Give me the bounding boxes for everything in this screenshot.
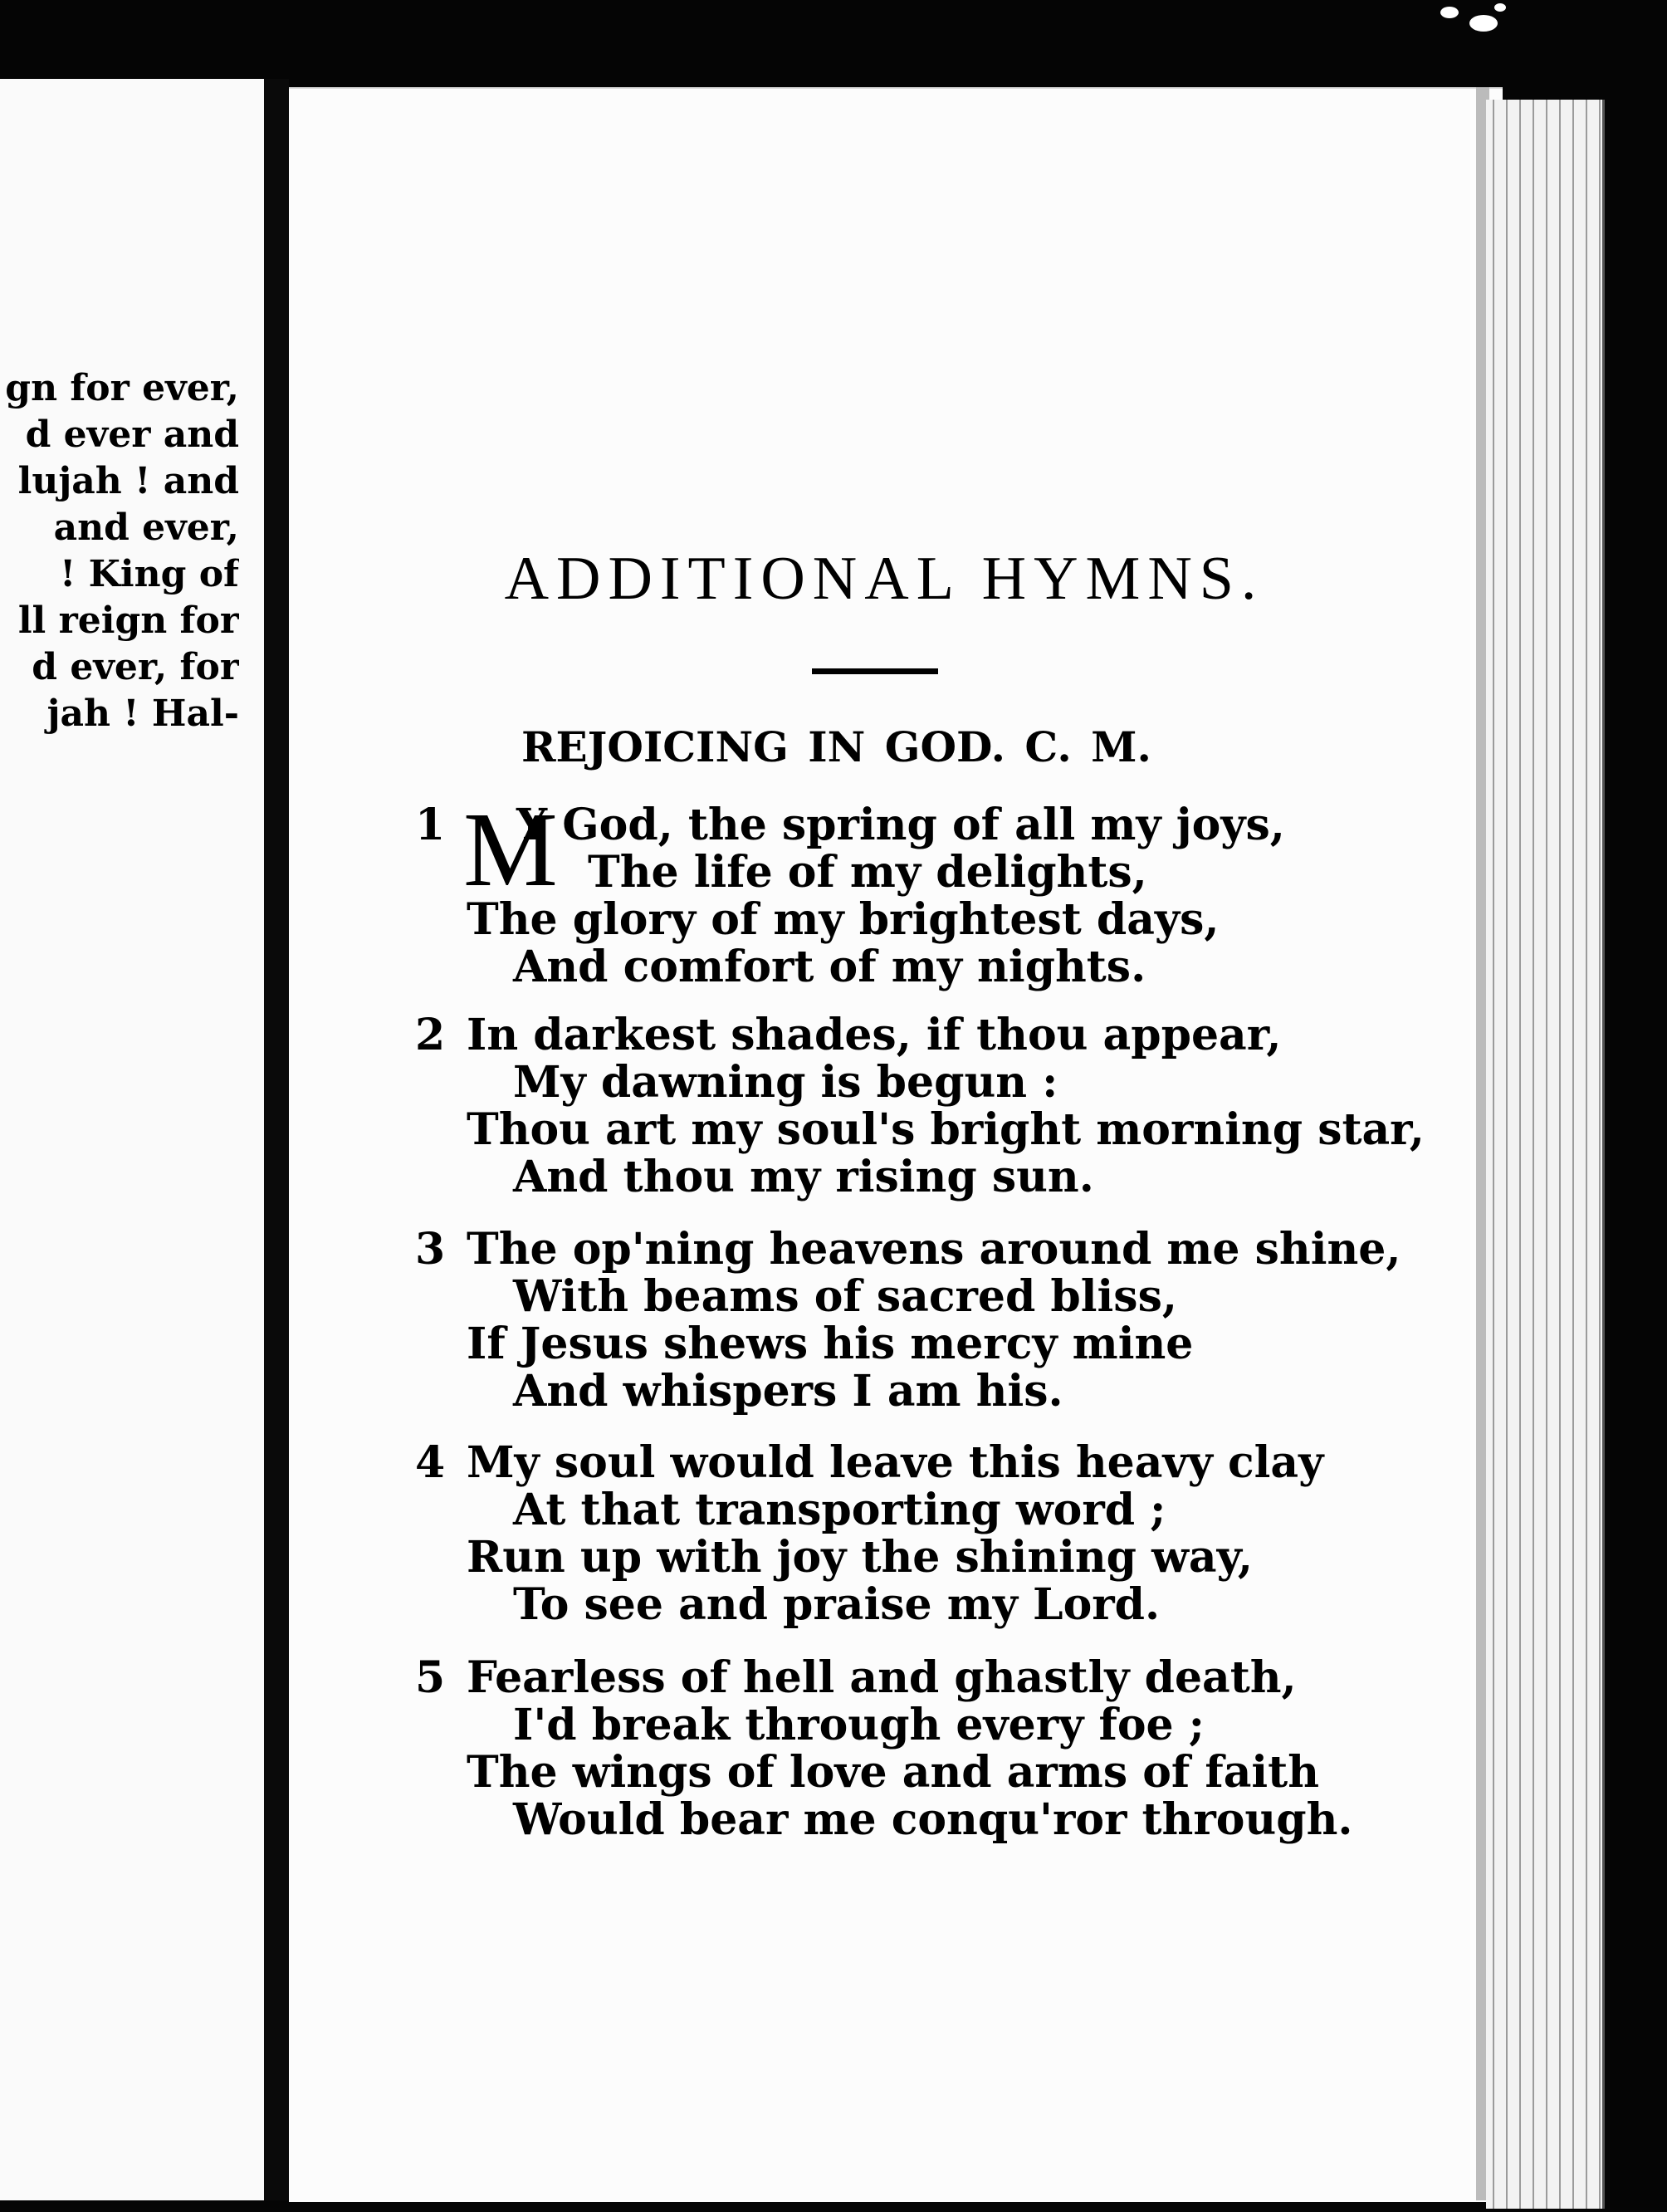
left-page-line: and ever, [53, 507, 239, 549]
scan-speck [1494, 3, 1506, 12]
verse-line: With beams of sacred bliss, [513, 1271, 1177, 1322]
left-page-line: ll reign for [17, 599, 239, 642]
verse-line: The wings of love and arms of faith [467, 1747, 1319, 1798]
verse-line: I'd break through every foe ; [513, 1700, 1205, 1750]
verse-5 [415, 1654, 1411, 1843]
left-page-line: gn for ever, [5, 367, 239, 409]
scan-speck [1440, 7, 1459, 18]
verse-line: And thou my rising sun. [513, 1152, 1094, 1202]
verse-number: 3 [415, 1224, 446, 1275]
verse-line [415, 1226, 1411, 1273]
page-edges [1486, 100, 1605, 2209]
book-gutter [264, 79, 289, 2200]
verse-line: If Jesus shews his mercy mine [467, 1319, 1194, 1369]
verse-line: The life of my delights, [588, 847, 1147, 898]
verse-line-text: Fearless of hell and ghastly death, [467, 1652, 1297, 1703]
verse-line: And comfort of my nights. [513, 942, 1146, 992]
verse-number: 5 [415, 1652, 446, 1703]
left-page-line: jah ! Hal- [46, 692, 239, 735]
heading-rule [812, 668, 938, 674]
verse-line: My dawning is begun : [513, 1057, 1058, 1108]
verse-line-text: The op'ning heavens around me shine, [467, 1224, 1401, 1275]
verse-line-text: Y God, the spring of all my joys, [516, 800, 1285, 850]
verse-line-text: My soul would leave this heavy clay [467, 1437, 1324, 1488]
verse-line [415, 1654, 1411, 1701]
verse-number: 4 [415, 1437, 446, 1488]
left-page-line: d ever and [25, 414, 239, 456]
hymn-title: REJOICING IN GOD. C. M. [521, 722, 1151, 771]
verse-4 [415, 1439, 1411, 1628]
verse-number: 1 [415, 800, 446, 850]
verse-line: To see and praise my Lord. [513, 1579, 1161, 1630]
left-page-line: lujah ! and [17, 460, 239, 502]
page-heading: ADDITIONAL HYMNS. [504, 545, 1264, 613]
left-page-line: ! King of [60, 553, 239, 595]
verse-1 [415, 790, 1411, 992]
left-page-line: d ever, for [32, 646, 239, 688]
left-page-text [0, 365, 239, 737]
scan-speck [1469, 15, 1498, 32]
verse-3 [415, 1226, 1411, 1415]
verse-line [415, 1439, 1411, 1486]
verse-line: Run up with joy the shining way, [467, 1532, 1253, 1583]
verse-line: At that transporting word ; [513, 1485, 1166, 1535]
verse-line [415, 1011, 1411, 1059]
verse-line: Thou art my soul's bright morning star, [467, 1104, 1425, 1155]
verse-line: And whispers I am his. [513, 1366, 1063, 1417]
verse-2 [415, 1010, 1425, 1202]
verse-line-text: In darkest shades, if thou appear, [467, 1010, 1282, 1060]
verse-line: The glory of my brightest days, [467, 894, 1220, 945]
verse-line: Would bear me conqu'ror through. [513, 1794, 1353, 1845]
drop-cap: M [463, 790, 558, 908]
verse-number: 2 [415, 1010, 446, 1060]
